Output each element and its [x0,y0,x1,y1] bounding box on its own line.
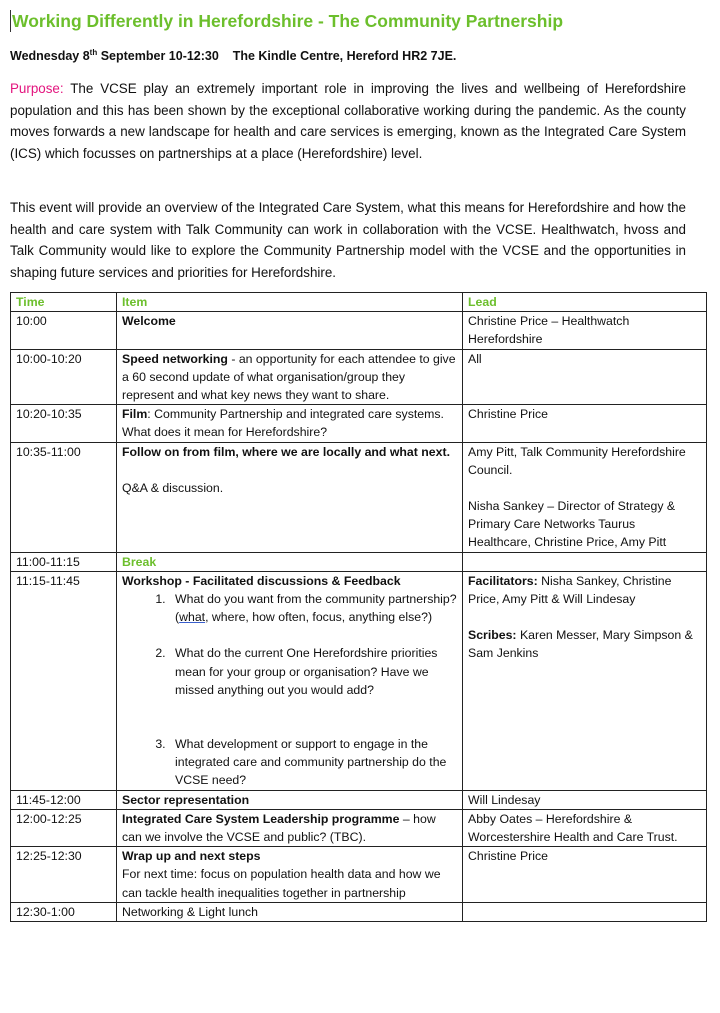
agenda-item-title: Integrated Care System Leadership programme [122,811,400,826]
agenda-time: 11:45-12:00 [11,790,117,809]
agenda-lead-secondary: Nisha Sankey – Director of Strategy & Primary Care Networks Taurus Healthcare, Christine Price, Amy Pitt [468,499,676,550]
agenda-item-description: – how can we involve the VCSE and public? (TBC). [122,811,436,845]
agenda-item [117,349,463,405]
scribes-line [468,626,701,662]
agenda-lead [463,442,707,552]
agenda-row [11,847,707,903]
agenda-item-title: Speed networking [122,351,228,366]
break-label: Break [122,554,157,569]
agenda-item-title: Workshop - Facilitated discussions & Feedback [122,573,401,588]
agenda-item [117,442,463,552]
agenda-lead [463,552,707,571]
agenda-lead: All [463,349,707,405]
scribes-label: Scribes: [468,628,517,643]
workshop-questions-list [122,590,457,790]
agenda-item-title: Sector representation [122,792,250,807]
event-date-location-text: September 10-12:30 The Kindle Centre, Hereford HR2 7JE. [97,49,457,64]
agenda-time: 10:00-10:20 [11,349,117,405]
agenda-item [117,405,463,442]
event-date-suffix: th [89,48,98,57]
agenda-item [117,571,463,790]
event-date-day: Wednesday 8 [10,49,90,64]
agenda-row [11,552,707,571]
agenda-lead: Christine Price – Healthwatch Herefordshire [463,312,707,349]
agenda-item-title: Film [122,407,148,422]
agenda-item [117,809,463,846]
agenda-table [10,292,707,922]
agenda-time: 11:15-11:45 [11,571,117,790]
document-title: Working Differently in Herefordshire - The Community Partnership [12,11,564,31]
agenda-row [11,790,707,809]
agenda-row [11,902,707,921]
workshop-question: 2. What do the current One Herefordshire priorities mean for your group or organisation? Have we missed anything out you would add? [169,644,457,699]
facilitators-label: Facilitators: [468,573,538,588]
workshop-question: 3. What development or support to engage in the integrated care and community partnership do the VCSE need? [169,735,457,790]
facilitators-line [468,572,701,608]
agenda-item-description: : Community Partnership and integrated care systems. What does it mean for Herefordshire? [122,407,444,440]
agenda-lead [463,571,707,790]
agenda-row [11,312,707,349]
agenda-item-title: Wrap up and next steps [122,849,261,864]
purpose-label: Purpose: [10,81,64,96]
agenda-item-title: Follow on from film, where we are locally and what next. [122,444,450,459]
agenda-lead: Will Lindesay [463,790,707,809]
agenda-lead: Christine Price [463,405,707,442]
agenda-item [117,847,463,903]
agenda-item [117,790,463,809]
agenda-time: 11:00-11:15 [11,552,117,571]
time-column-header: Time [11,293,117,312]
agenda-time: 12:30-1:00 [11,902,117,921]
agenda-row [11,442,707,552]
agenda-time: 10:35-11:00 [11,442,117,552]
purpose-paragraph [10,78,686,164]
agenda-row [11,809,707,846]
agenda-item [117,312,463,349]
scribes-names: Karen Messer, Mary Simpson & Sam Jenkins [468,628,693,661]
agenda-item [117,552,463,571]
question-text: , where, how often, focus, anything else?) [205,610,433,625]
agenda-time: 12:25-12:30 [11,847,117,903]
agenda-row [11,405,707,442]
question-word: what [179,610,206,625]
event-date-location [10,48,456,63]
agenda-time: 12:00-12:25 [11,809,117,846]
agenda-row [11,571,707,790]
agenda-item-note: Q&A & discussion. [122,480,224,495]
facilitators-names: Nisha Sankey, Christine Price, Amy Pitt & Will Lindesay [468,573,672,607]
lead-column-header: Lead [463,293,707,312]
agenda-lead-primary: Amy Pitt, Talk Community Herefordshire Council. [468,444,686,477]
agenda-time: 10:00 [11,312,117,349]
agenda-time: 10:20-10:35 [11,405,117,442]
agenda-item: Networking & Light lunch [117,902,463,921]
workshop-question [169,590,457,626]
agenda-row [11,349,707,405]
agenda-item-description: - an opportunity for each attendee to give a 60 second update of what organisation/group they represent and what key news they want to share. [122,351,456,403]
event-description-paragraph: This event will provide an overview of the Integrated Care System, what this means for Herefordshire and how the health and care system with Talk Community can work in collaboration with the VCSE. Healthwatch, hvoss and Talk Community would like to explore the Community Partnership model with the VCSE and the opportunities in shaping future services and priorities for Herefordshire. [10,200,686,280]
agenda-item-note: For next time: focus on population health data and how we can tackle health inequalities together in partnership [122,867,441,900]
agenda-item-title: Welcome [122,314,176,329]
item-column-header: Item [117,293,463,312]
agenda-lead [463,902,707,921]
purpose-text: The VCSE play an extremely important role in improving the lives and wellbeing of Herefordshire population and this has been shown by the exceptional collaborative working during the pandemic. As the county moves forwards a new landscape for health and care services is emerging, known as the Integrated Care System (ICS) which focusses on partnerships at a place (Herefordshire) level. [10,81,686,161]
question-text: What do you want from the community partnership? ( [175,592,457,625]
agenda-lead: Christine Price [463,847,707,903]
agenda-header-row [11,293,707,312]
agenda-lead: Abby Oates – Herefordshire & Worcestershire Health and Care Trust. [463,809,707,846]
